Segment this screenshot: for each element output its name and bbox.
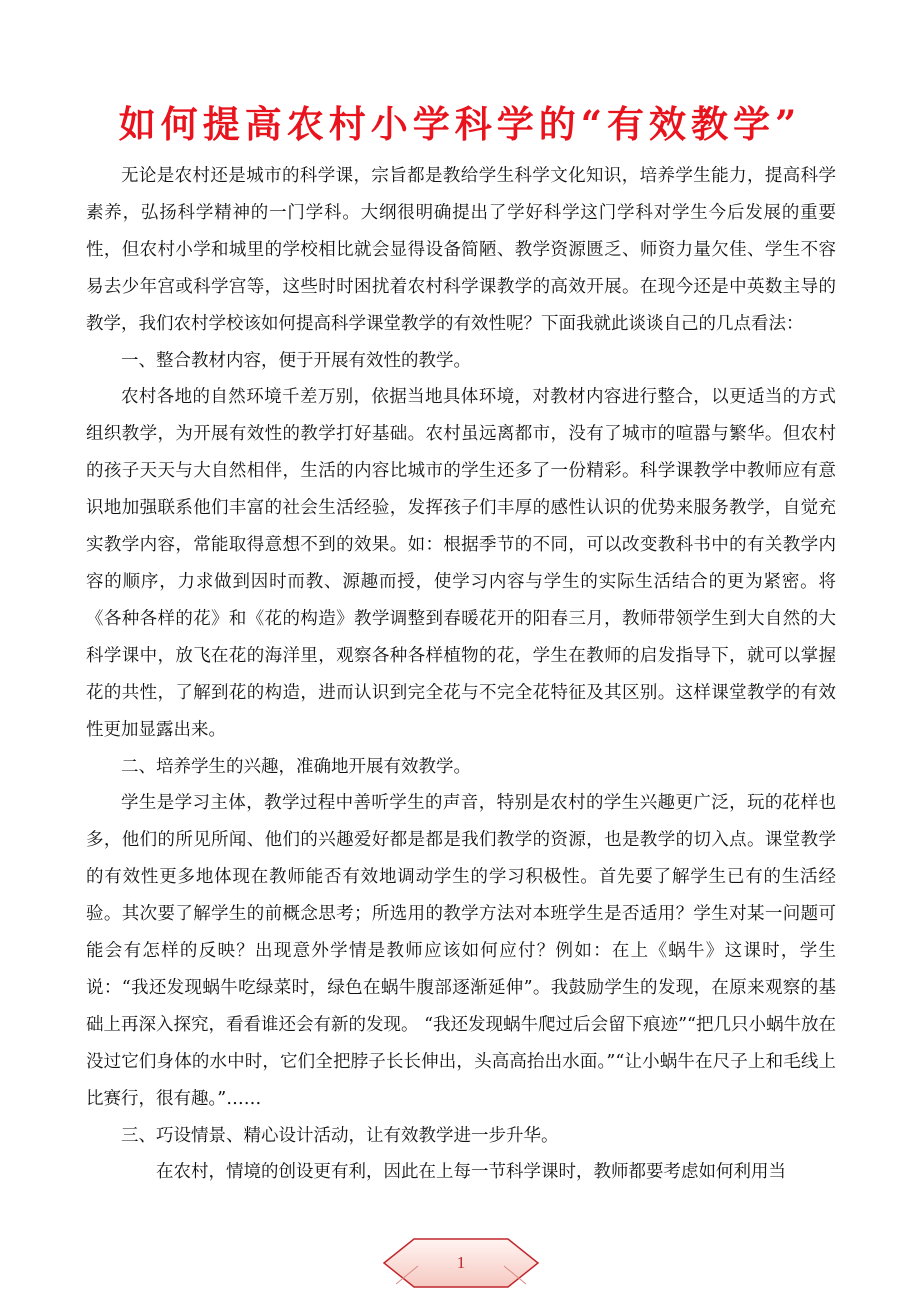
paragraph-intro: 无论是农村还是城市的科学课，宗旨都是教给学生科学文化知识，培养学生能力，提高科学素养，弘扬科学精神的一门学科。大纲很明确提出了学好科学这门学科对学生今后发展的重要性，但农村小学和城里的学校相比就会显得设备简陋、教学资源匮乏、师资力量欠佳、学生不容易去少年宫或科学宫等，这些时时困扰着农村科学课教学的高效开展。在现今还是中英数主导的教学，我们农村学校该如何提高科学课堂教学的有效性呢？下面我就此谈谈自己的几点看法： <box>86 166 836 334</box>
paragraph-section-2: 学生是学习主体，教学过程中善听学生的声音，特别是农村的学生兴趣更广泛，玩的花样也多，他们的所见所闻、他们的兴趣爱好都是都是我们教学的资源，也是教学的切入点。课堂教学的有效性更多地体现在教师能否有效地调动学生的学习积极性。首先要了解学生已有的生活经验。其次要了解学生的前概念思考；所选用的教学方法对本班学生是否适用？学生对某一问题可能会有怎样的反映？出现意外学情是教师应该如何应付？例如：在上《蜗牛》这课时，学生说：“我还发现蜗牛吃绿菜时，绿色在蜗牛腹部逐渐延伸”。我鼓励学生的发现，在原来观察的基础上再深入探究，看看谁还会有新的发现。 “我还发现蜗牛爬过后会留下痕迹”“把几只小蜗牛放在没过它们身体的水中时，它们全把脖子长长伸出，头高高抬出水面。”“让小蜗牛在尺子上和毛线上比赛行，很有趣。”…… <box>86 793 836 1109</box>
paragraph-section-1: 农村各地的自然环境千差万别，依据当地具体环境，对教材内容进行整合，以更适当的方式组织教学，为开展有效性的教学打好基础。农村虽远离都市，没有了城市的喧嚣与繁华。但农村的孩子天天与大自然相伴，生活的内容比城市的学生还多了一份精彩。科学课教学中教师应有意识地加强联系他们丰富的社会生活经验，发挥孩子们丰厚的感性认识的优势来服务教学，自觉充实教学内容，常能取得意想不到的效果。如：根据季节的不同，可以改变教科书中的有关教学内容的顺序，力求做到因时而教、源趣而授，使学习内容与学生的实际生活结合的更为紧密。将《各种各样的花》和《花的构造》教学调整到春暖花开的阳春三月，教师带领学生到大自然的大科学课中，放飞在花的海洋里，观察各种各样植物的花，学生在教师的启发指导下，就可以掌握花的共性，了解到花的构造，进而认识到完全花与不完全花特征及其区别。这样课堂教学的有效性更加显露出来。 <box>86 387 836 740</box>
page-number-badge <box>382 1236 540 1290</box>
section-heading-2: 二、培养学生的兴趣，准确地开展有效教学。 <box>121 756 471 777</box>
section-heading-1: 一、整合教材内容，便于开展有效性的教学。 <box>121 350 471 371</box>
document-body <box>86 158 836 1191</box>
section-heading-3: 三、巧设情景、精心设计活动，让有效教学进一步升华。 <box>121 1125 559 1146</box>
page-number: 1 <box>456 1253 466 1272</box>
paragraph-section-3: 在农村，情境的创设更有利，因此在上每一节科学课时，教师都要考虑如何利用当 <box>156 1162 786 1183</box>
page-title: 如何提高农村小学科学的“有效教学” <box>118 102 802 146</box>
